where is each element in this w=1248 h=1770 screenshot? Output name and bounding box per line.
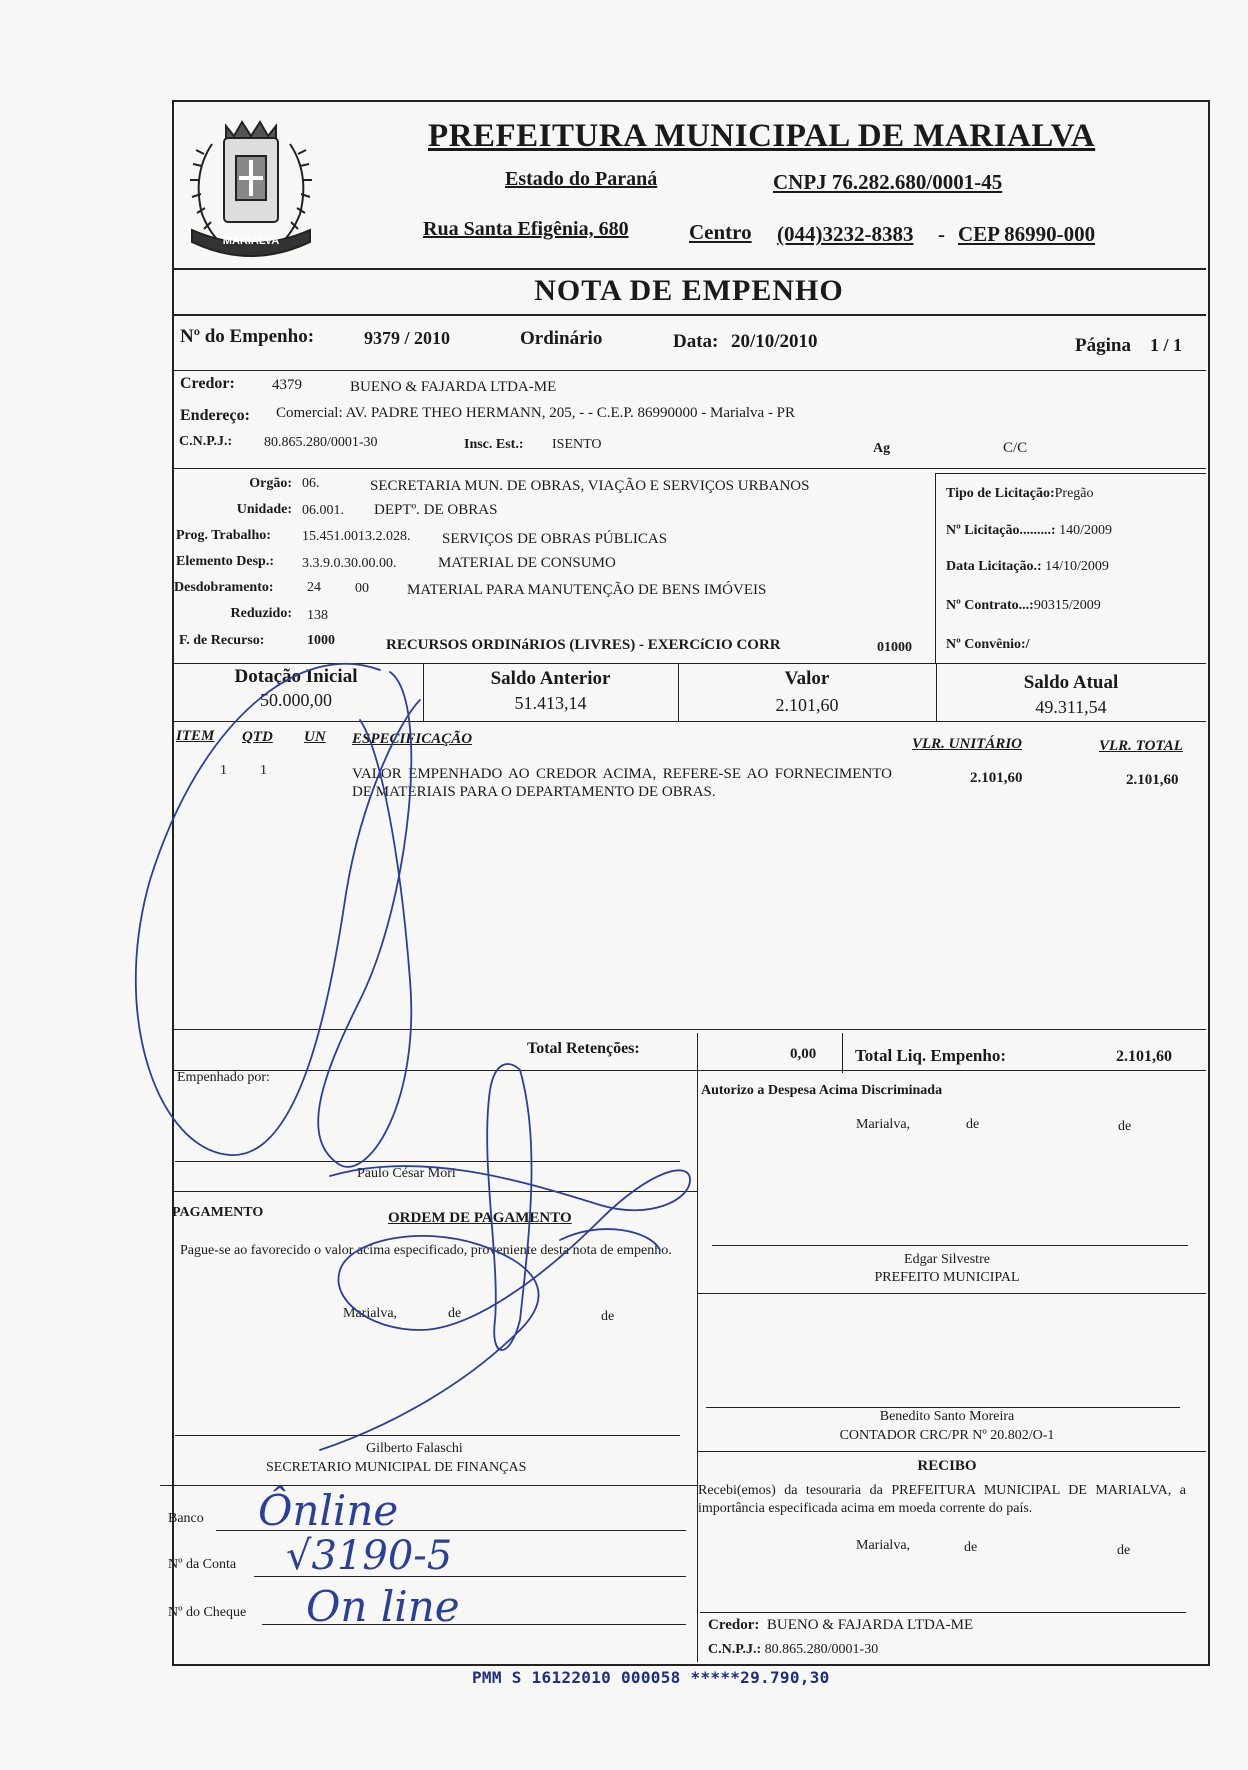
document-title: NOTA DE EMPENHO [534, 274, 844, 307]
divider [172, 663, 1206, 664]
unidade-label: Unidade: [236, 502, 292, 517]
dotacao-label: Dotação Inicial [234, 666, 358, 687]
cnpj-label: C.N.P.J.: [179, 434, 233, 449]
header-district: Centro [689, 220, 752, 244]
saldo-atual-label: Saldo Atual [1023, 672, 1119, 693]
state-label: Estado do Paraná [505, 168, 658, 190]
recibo-credor-label: Credor: [708, 1617, 760, 1633]
divider [842, 1033, 843, 1073]
orgao-code: 06. [302, 476, 320, 491]
saldo-anterior-label: Saldo Anterior [490, 668, 611, 689]
header-phone: (044)3232-8383 [777, 222, 914, 246]
divider [172, 468, 1206, 469]
autorizo-marialva: Marialva, [856, 1117, 911, 1132]
divider [697, 1070, 698, 1662]
signature-line [175, 1161, 680, 1162]
divider [172, 1029, 1206, 1030]
divider [172, 1191, 697, 1192]
divider [935, 473, 1206, 474]
ordem-text: Pague-se ao favorecido o valor acima especificado, proveniente desta nota de empenho. [180, 1243, 672, 1258]
banco-label: Banco [168, 1511, 204, 1526]
empenhado-label: Empenhado por: [177, 1070, 270, 1085]
elemento-name: MATERIAL DE CONSUMO [438, 555, 616, 571]
recibo-credor [708, 1617, 973, 1634]
col-item: ITEM [176, 728, 215, 744]
liquido-value: 2.101,60 [1116, 1048, 1172, 1065]
row-item: 1 [220, 763, 227, 778]
col-unit-value: VLR. UNITÁRIO [912, 736, 1023, 752]
divider [935, 473, 936, 663]
col-total-value: VLR. TOTAL [1099, 738, 1183, 754]
col-qtd: QTD [242, 729, 273, 745]
tipo-licitacao-value: Pregão [1054, 486, 1094, 501]
fonte-name: RECURSOS ORDINáRIOS (LIVRES) - EXERCíCIO CORR [386, 637, 781, 653]
pagamento-de1: de [448, 1306, 462, 1321]
empenho-date: 20/10/2010 [731, 331, 818, 352]
payment-stamp: PMM S 16122010 000058 *****29.790,30 [472, 1668, 830, 1687]
recibo-label: RECIBO [917, 1458, 977, 1474]
credor-label: Credor: [180, 375, 235, 392]
data-licitacao-label: Data Licitação.: [946, 559, 1042, 574]
recibo-text: Recebi(emos) da tesouraria da PREFEITURA MUNICIPAL DE MARIALVA, a importância especificada acima em moeda corrente do país. [698, 1483, 1186, 1516]
pagamento-marialva: Marialva, [343, 1306, 398, 1321]
unidade-name: DEPTº. DE OBRAS [374, 502, 498, 518]
creditor-cnpj: 80.865.280/0001-30 [264, 435, 378, 450]
retencoes-value: 0,00 [790, 1046, 817, 1062]
fonte-code: 1000 [307, 633, 335, 648]
saldo-atual-value: 49.311,54 [1035, 697, 1107, 717]
reduzido-code: 138 [307, 608, 328, 623]
liquido-label: Total Liq. Empenho: [855, 1046, 1006, 1065]
divider [172, 314, 1206, 316]
row-total-value: 2.101,60 [1126, 772, 1179, 788]
municipal-crest [182, 104, 320, 260]
fonte-label: F. de Recurso: [179, 633, 265, 648]
contador-title: CONTADOR CRC/PR Nº 20.802/O-1 [839, 1428, 1055, 1443]
numero-contrato-value: 90315/2009 [1033, 598, 1101, 613]
divider [172, 721, 1206, 722]
retencoes-label: Total Retenções: [527, 1040, 640, 1057]
endereco: Comercial: AV. PADRE THEO HERMANN, 205, - - C.E.P. 86990000 - Marialva - PR [276, 405, 796, 421]
header-dash: - [938, 222, 945, 246]
divider [160, 1485, 697, 1486]
dotacao-value: 50.000,00 [260, 690, 332, 710]
signature-line [706, 1407, 1180, 1408]
orgao-name: SECRETARIA MUN. DE OBRAS, VIAÇÃO E SERVIÇOS URBANOS [370, 478, 810, 494]
numero-convenio [946, 637, 1030, 653]
page-label: Página [1075, 335, 1131, 356]
reduzido-label: Reduzido: [230, 606, 292, 621]
recibo-cnpj [708, 1642, 878, 1658]
empenhado-name: Paulo César Mori [357, 1166, 456, 1181]
recibo-credor-name: BUENO & FAJARDA LTDA-ME [766, 1617, 974, 1633]
saldo-anterior-value: 51.413,14 [514, 693, 587, 713]
prog-name: SERVIÇOS DE OBRAS PÚBLICAS [442, 531, 668, 547]
desdobramento-name: MATERIAL PARA MANUTENÇÃO DE BENS IMÓVEIS [407, 582, 767, 598]
pagamento-de2: de [601, 1309, 615, 1324]
empenho-type: Ordinário [520, 328, 603, 349]
recibo-marialva: Marialva, [856, 1538, 911, 1553]
credor-code: 4379 [272, 377, 302, 393]
data-licitacao [946, 559, 1109, 575]
recibo-cnpj-value: 80.865.280/0001-30 [764, 1642, 879, 1657]
header-address: Rua Santa Efigênia, 680 [423, 218, 629, 240]
elemento-label: Elemento Desp.: [176, 554, 274, 569]
valor-label: Valor [784, 668, 830, 689]
secretario-title: SECRETARIO MUNICIPAL DE FINANÇAS [266, 1460, 527, 1475]
numero-licitacao-value: 140/2009 [1059, 523, 1112, 538]
valor-value: 2.101,60 [775, 695, 839, 715]
divider [172, 370, 1206, 371]
divider [697, 1293, 1206, 1294]
pagamento-label: PAGAMENTO [172, 1205, 264, 1220]
desdobramento-label: Desdobramento: [174, 580, 274, 595]
signature-line [175, 1435, 680, 1436]
row-spec: VALOR EMPENHADO AO CREDOR ACIMA, REFERE-SE AO FORNECIMENTO DE MATERIAIS PARA O DEPARTAMENTO DE OBRAS. [352, 766, 892, 800]
signature-line [700, 1612, 1186, 1613]
col-spec: ESPECIFICAÇÃO [352, 731, 473, 747]
recibo-de1: de [964, 1540, 978, 1555]
autorizo-de2: de [1118, 1119, 1132, 1134]
empenho-date-label: Data: [673, 331, 719, 352]
unidade-code: 06.001. [302, 503, 344, 518]
elemento-code: 3.3.9.0.30.00.00. [302, 556, 397, 571]
autorizo-label: Autorizo a Despesa Acima Discriminada [701, 1083, 943, 1098]
recibo-cnpj-label: C.N.P.J.: [708, 1642, 762, 1657]
contador-name: Benedito Santo Moreira [879, 1409, 1015, 1424]
numero-convenio-label: Nº Convênio:/ [946, 637, 1030, 652]
desdobramento-code2: 00 [355, 581, 369, 596]
numero-licitacao-label: Nº Licitação.........: [946, 523, 1056, 538]
header-cnpj: CNPJ 76.282.680/0001-45 [773, 170, 1003, 194]
crest-label: MARIALVA [222, 235, 280, 247]
tipo-licitacao-label: Tipo de Licitação: [946, 486, 1055, 501]
row-qtd: 1 [260, 763, 267, 778]
orgao-label: Orgão: [249, 476, 292, 491]
prog-label: Prog. Trabalho: [176, 528, 271, 543]
recibo-de2: de [1117, 1543, 1131, 1558]
empenho-number: 9379 / 2010 [364, 328, 451, 348]
empenho-number-label: Nº do Empenho: [180, 326, 315, 347]
row-unit-value: 2.101,60 [970, 770, 1023, 786]
ag-label: Ag [873, 441, 891, 456]
numero-contrato [946, 598, 1101, 614]
col-un: UN [304, 729, 326, 745]
numero-licitacao [946, 523, 1112, 539]
tipo-licitacao [946, 486, 1094, 502]
cheque-handwritten: On line [306, 1582, 460, 1631]
insc-value: ISENTO [552, 437, 602, 452]
autorizo-de1: de [966, 1117, 980, 1132]
conta-handwritten: √3190-5 [286, 1533, 453, 1579]
ordem-label: ORDEM DE PAGAMENTO [388, 1210, 572, 1226]
fonte-number: 01000 [877, 640, 912, 655]
divider [697, 1033, 698, 1073]
conta-label: Nº da Conta [168, 1557, 237, 1572]
page-number: 1 / 1 [1150, 335, 1183, 355]
credor-name: BUENO & FAJARDA LTDA-ME [350, 379, 557, 395]
divider [172, 1070, 1206, 1071]
prefeito-name: Edgar Silvestre [904, 1252, 990, 1267]
insc-label: Insc. Est.: [464, 437, 524, 452]
secretario-name: Gilberto Falaschi [366, 1441, 463, 1456]
cc-label: C/C [1003, 440, 1028, 456]
signature-line [712, 1245, 1188, 1246]
desdobramento-code1: 24 [307, 580, 321, 595]
data-licitacao-value: 14/10/2009 [1045, 559, 1109, 574]
page-title: PREFEITURA MUNICIPAL DE MARIALVA [428, 118, 1096, 154]
prefeito-title: PREFEITO MUNICIPAL [874, 1270, 1020, 1285]
endereco-label: Endereço: [180, 407, 250, 424]
prog-code: 15.451.0013.2.028. [302, 529, 411, 544]
cheque-label: Nº do Cheque [168, 1605, 247, 1620]
header-cep: CEP 86990-000 [958, 222, 1096, 246]
numero-contrato-label: Nº Contrato...: [946, 598, 1034, 613]
divider [697, 1451, 1206, 1452]
banco-handwritten: Ônline [258, 1486, 399, 1535]
